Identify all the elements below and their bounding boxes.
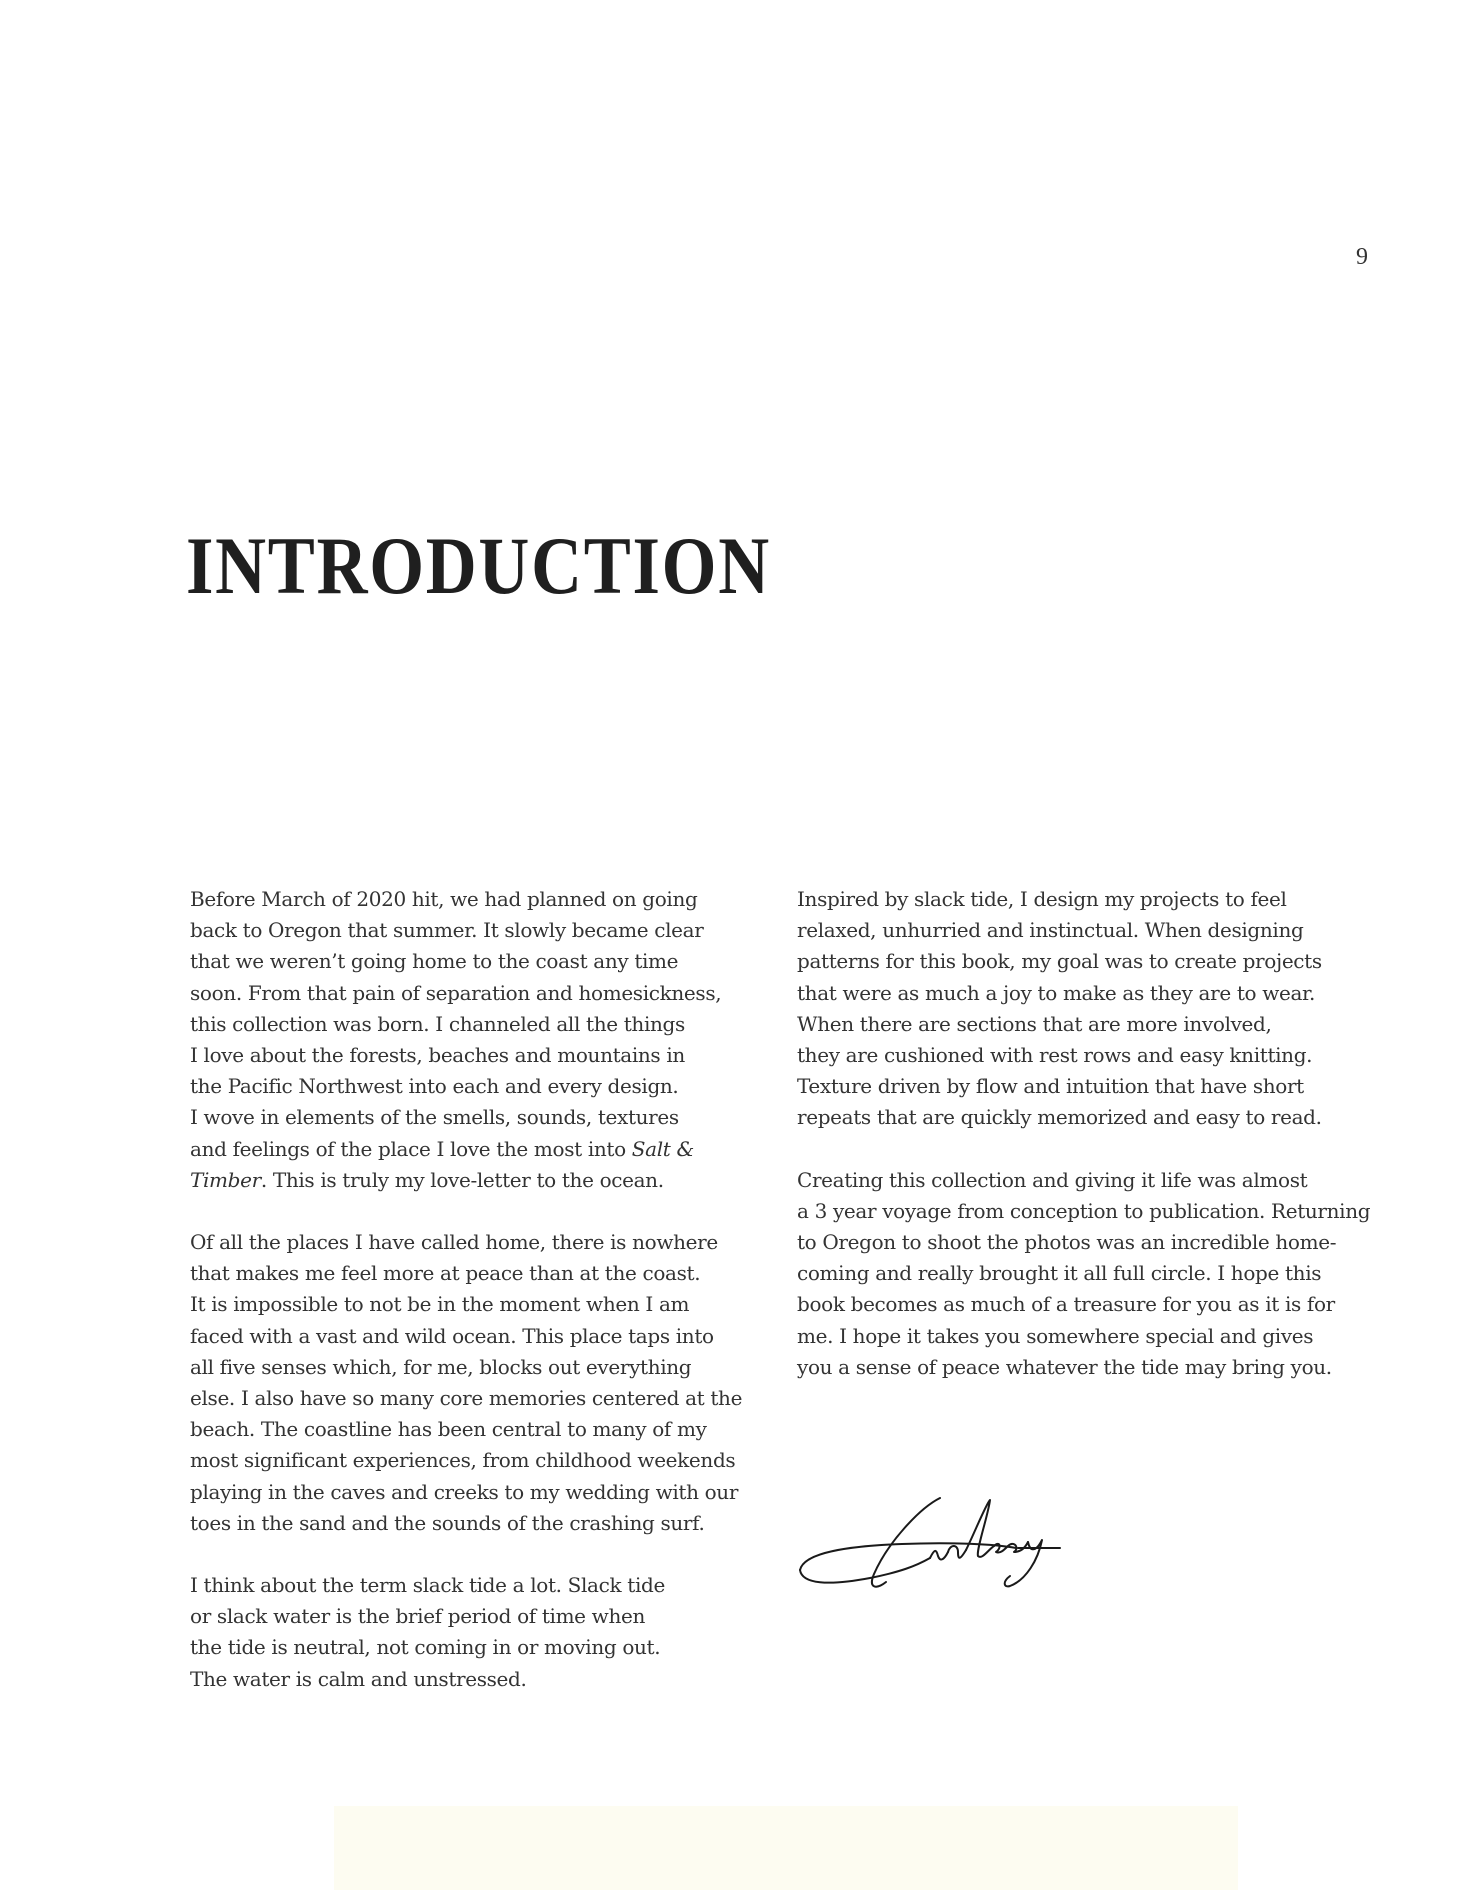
text-line: else. I also have so many core memories centered at the xyxy=(190,1386,743,1411)
text-line: coming and really brought it all full circle. I hope this xyxy=(797,1261,1322,1286)
text-line: I wove in elements of the smells, sounds, textures xyxy=(190,1105,679,1130)
text-line: It is impossible to not be in the moment when I am xyxy=(190,1292,690,1317)
page-number: 9 xyxy=(1356,244,1368,270)
text-line: they are cushioned with rest rows and easy knitting. xyxy=(797,1043,1313,1068)
text-line: that were as much a joy to make as they are to wear. xyxy=(797,980,1316,1005)
text-line: beach. The coastline has been central to many of my xyxy=(190,1417,707,1442)
text-line: I love about the forests, beaches and mountains in xyxy=(190,1043,685,1068)
text-line: toes in the sand and the sounds of the crashing surf. xyxy=(190,1510,705,1535)
text-line: Inspired by slack tide, I design my projects to feel xyxy=(797,887,1287,911)
paragraph-4 xyxy=(797,884,1357,1134)
footer-tint-band xyxy=(334,1806,1238,1890)
text-line: The water is calm and unstressed. xyxy=(190,1666,527,1691)
text-line: book becomes as much of a treasure for you as it is for xyxy=(797,1292,1335,1317)
paragraph-3 xyxy=(190,1570,750,1695)
text-line: most significant experiences, from childhood weekends xyxy=(190,1448,736,1473)
text-line: Texture driven by flow and intuition that have short xyxy=(797,1074,1304,1099)
text-line: Creating this collection and giving it life was almost xyxy=(797,1167,1308,1192)
text-line: Before March of 2020 hit, we had planned on going xyxy=(190,887,698,911)
paragraph-1 xyxy=(190,884,750,1196)
text-line: soon. From that pain of separation and homesickness, xyxy=(190,980,722,1005)
text-segment: . This is truly my love-letter to the ocean. xyxy=(260,1167,664,1192)
text-line: me. I hope it takes you somewhere special and gives xyxy=(797,1323,1314,1348)
paragraph-2 xyxy=(190,1227,750,1539)
text-line: When there are sections that are more involved, xyxy=(797,1011,1272,1036)
text-line: the tide is neutral, not coming in or moving out. xyxy=(190,1635,661,1660)
text-line: that we weren’t going home to the coast any time xyxy=(190,949,679,974)
text-line: this collection was born. I channeled all the things xyxy=(190,1011,685,1036)
text-line: relaxed, unhurried and instinctual. When designing xyxy=(797,918,1304,943)
text-line xyxy=(190,1165,750,1196)
text-line: all five senses which, for me, blocks out everything xyxy=(190,1354,692,1379)
text-segment: and feelings of the place I love the most into xyxy=(190,1136,632,1161)
left-column xyxy=(190,884,750,1726)
page-title: INTRODUCTION xyxy=(186,520,771,611)
text-line: Of all the places I have called home, there is nowhere xyxy=(190,1230,718,1255)
text-line: a 3 year voyage from conception to publication. Returning xyxy=(797,1198,1371,1223)
text-line: back to Oregon that summer. It slowly became clear xyxy=(190,918,704,943)
book-title-italic: Salt & xyxy=(631,1136,694,1161)
author-signature xyxy=(790,1490,1070,1600)
signature-icon xyxy=(790,1490,1070,1600)
text-line: I think about the term slack tide a lot. Slack tide xyxy=(190,1573,665,1598)
text-line xyxy=(190,1134,750,1165)
text-line: playing in the caves and creeks to my wedding with our xyxy=(190,1479,739,1504)
text-line: that makes me feel more at peace than at the coast. xyxy=(190,1261,701,1286)
text-line: repeats that are quickly memorized and easy to read. xyxy=(797,1105,1322,1130)
text-line: faced with a vast and wild ocean. This place taps into xyxy=(190,1323,714,1348)
book-title-italic: Timber xyxy=(190,1167,261,1192)
text-line: to Oregon to shoot the photos was an incredible home- xyxy=(797,1230,1337,1255)
text-line: or slack water is the brief period of time when xyxy=(190,1604,645,1629)
paragraph-5 xyxy=(797,1165,1371,1383)
text-line: you a sense of peace whatever the tide may bring you. xyxy=(797,1354,1332,1379)
text-line: patterns for this book, my goal was to create projects xyxy=(797,949,1322,974)
text-line: the Pacific Northwest into each and every design. xyxy=(190,1074,679,1099)
right-column xyxy=(797,884,1371,1414)
